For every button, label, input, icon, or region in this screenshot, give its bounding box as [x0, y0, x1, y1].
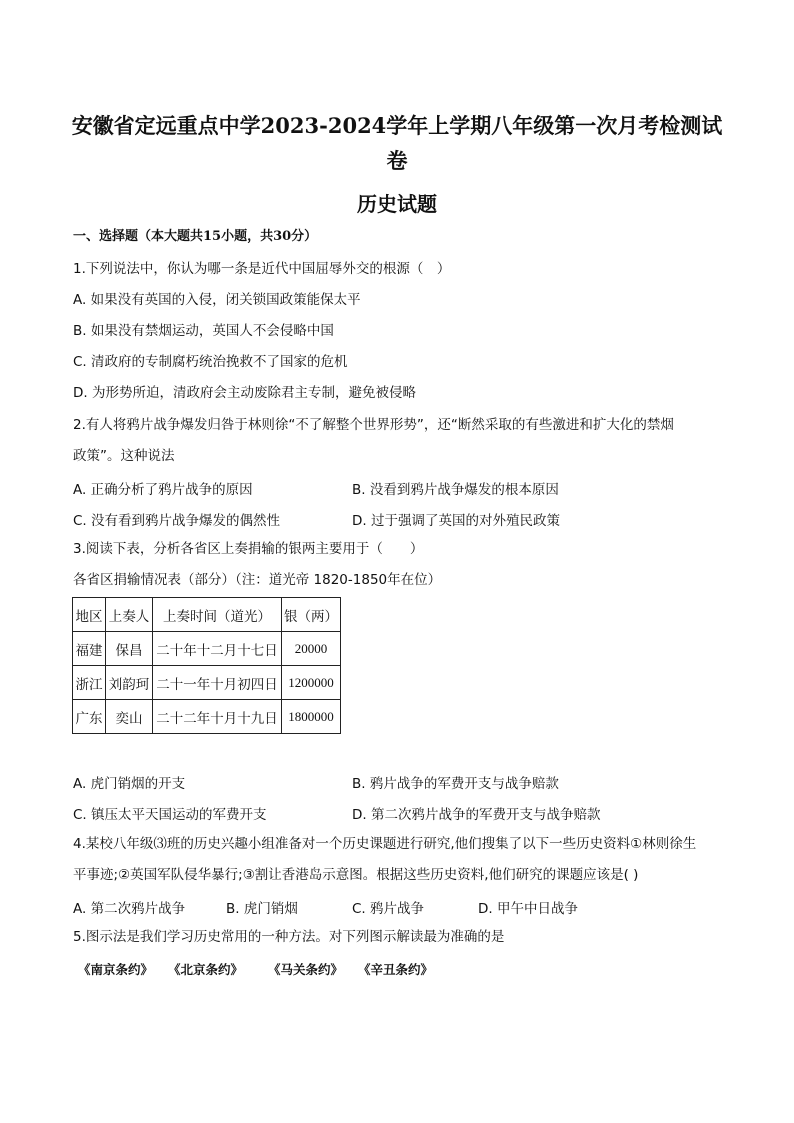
treaty-label: 《南京条约》 — [78, 962, 154, 977]
exam-title-line2: 卷 — [386, 148, 408, 173]
q4-option-c: C. 鸦片战争 — [352, 901, 425, 917]
table-cell: 刘韵珂 — [106, 666, 153, 700]
treaty-label: 《马关条约》 — [268, 962, 344, 977]
donation-table — [72, 597, 341, 734]
table-row — [73, 700, 341, 734]
q5-stem: 5.图示法是我们学习历史常用的一种方法。对下列图示解读最为准确的是 — [73, 929, 505, 945]
table-cell: 保昌 — [106, 632, 153, 666]
table-header-cell: 上奏人 — [106, 598, 153, 632]
q1-stem: 1.下列说法中，你认为哪一条是近代中国屈辱外交的根源（ ） — [73, 261, 451, 277]
table-cell: 福建 — [73, 632, 106, 666]
treaty-label: 《北京条约》 — [168, 962, 244, 977]
q3-stem: 3.阅读下表，分析各省区上奏捐输的银两主要用于（ ） — [73, 541, 424, 557]
subject-title: 历史试题 — [357, 192, 437, 216]
q3-option-d: D. 第二次鸦片战争的军费开支与战争赔款 — [352, 807, 601, 823]
q2-stem-line1: 2.有人将鸦片战争爆发归咎于林则徐“不了解整个世界形势”，还“断然采取的有些激进和扩大化的禁烟 — [73, 417, 674, 433]
table-cell: 20000 — [282, 632, 341, 666]
treaty-label: 《辛丑条约》 — [358, 962, 434, 977]
q2-stem-line2: 政策”。这种说法 — [73, 448, 175, 464]
table-cell: 二十年十二月十七日 — [153, 632, 282, 666]
q2-option-d: D. 过于强调了英国的对外殖民政策 — [352, 513, 560, 529]
treaty-diagram-labels — [78, 960, 448, 978]
q3-table-caption: 各省区捐输情况表（部分）（注：道光帝 1820-1850年在位） — [73, 572, 442, 588]
section-heading: 一、选择题（本大题共15小题，共30分） — [73, 229, 318, 244]
table-header-cell: 地区 — [73, 598, 106, 632]
table-cell: 广东 — [73, 700, 106, 734]
table-cell: 浙江 — [73, 666, 106, 700]
q3-option-a: A. 虎门销烟的开支 — [73, 776, 186, 792]
table-row — [73, 632, 341, 666]
q3-option-c: C. 镇压太平天国运动的军费开支 — [73, 807, 267, 823]
table-cell: 奕山 — [106, 700, 153, 734]
q2-option-a: A. 正确分析了鸦片战争的原因 — [73, 482, 253, 498]
table-cell: 二十一年十月初四日 — [153, 666, 282, 700]
q2-option-b: B. 没看到鸦片战争爆发的根本原因 — [352, 482, 559, 498]
q2-option-c: C. 没有看到鸦片战争爆发的偶然性 — [73, 513, 281, 529]
table-header-cell: 上奏时间（道光） — [153, 598, 282, 632]
exam-title-line1: 安徽省定远重点中学2023-2024学年上学期八年级第一次月考检测试 — [71, 113, 723, 138]
table-header-row — [73, 598, 341, 632]
q4-option-a: A. 第二次鸦片战争 — [73, 901, 186, 917]
q4-stem-line1: 4.某校八年级⑶班的历史兴趣小组准备对一个历史课题进行研究,他们搜集了以下一些历史资料①林则徐生 — [73, 836, 697, 852]
q4-option-d: D. 甲午中日战争 — [478, 901, 578, 917]
q3-option-b: B. 鸦片战争的军费开支与战争赔款 — [352, 776, 559, 792]
q1-option-c: C. 清政府的专制腐朽统治挽救不了国家的危机 — [73, 354, 348, 370]
table-cell: 1800000 — [282, 700, 341, 734]
table-header-cell: 银（两） — [282, 598, 341, 632]
q1-option-b: B. 如果没有禁烟运动，英国人不会侵略中国 — [73, 323, 334, 339]
table-cell: 二十二年十月十九日 — [153, 700, 282, 734]
table-row — [73, 666, 341, 700]
q1-option-d: D. 为形势所迫，清政府会主动废除君主专制，避免被侵略 — [73, 385, 416, 401]
q4-stem-line2: 平事迹;②英国军队侵华暴行;③割让香港岛示意图。根据这些历史资料,他们研究的课题应该是( ) — [73, 867, 639, 883]
q4-option-b: B. 虎门销烟 — [226, 901, 298, 917]
q1-option-a: A. 如果没有英国的入侵，闭关锁国政策能保太平 — [73, 292, 361, 308]
table-cell: 1200000 — [282, 666, 341, 700]
